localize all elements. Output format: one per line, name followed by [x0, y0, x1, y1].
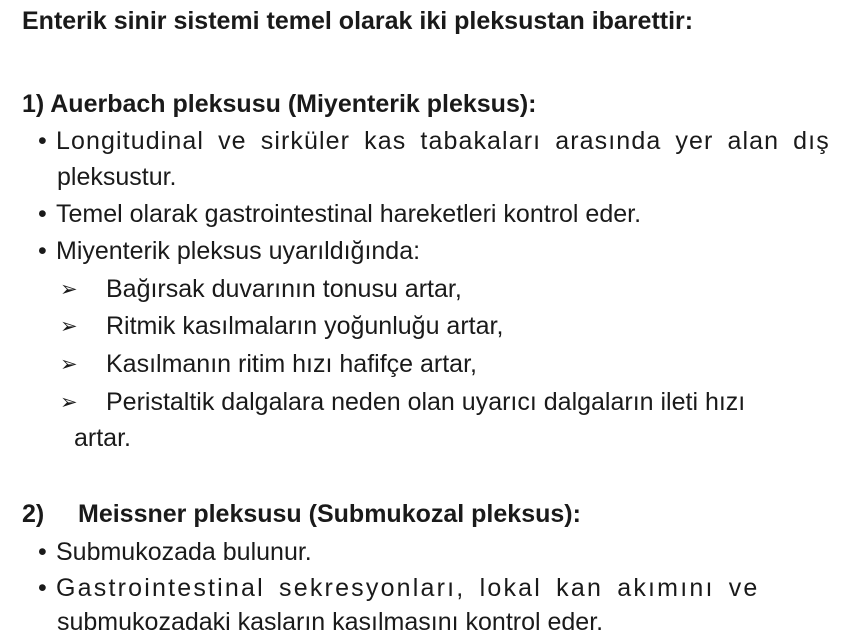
- sub-item-text: Peristaltik dalgalara neden olan uyarıcı dalgaların ileti hızı: [106, 388, 746, 416]
- list-item: [38, 199, 641, 229]
- bullet-icon: •: [38, 574, 49, 602]
- sub-item-text: Kasılmanın ritim hızı hafifçe artar,: [106, 350, 477, 378]
- intro-heading: Enterik sinir sistemi temel olarak iki pleksustan ibarettir:: [22, 7, 694, 35]
- bullet-text-continued: pleksustur.: [57, 163, 177, 191]
- list-item: [38, 573, 760, 603]
- sub-list-item: [60, 349, 477, 380]
- bullet-text: Miyenterik pleksus uyarıldığında:: [56, 237, 421, 265]
- bullet-text: Gastrointestinal sekresyonları, lokal kan akımını ve: [56, 574, 760, 602]
- bullet-icon: •: [38, 200, 47, 228]
- arrow-bullet-icon: ➢: [60, 315, 78, 338]
- sub-item-text: Bağırsak duvarının tonusu artar,: [106, 275, 462, 303]
- bullet-text: Submukozada bulunur.: [56, 538, 312, 566]
- bullet-text: Temel olarak gastrointestinal hareketleri kontrol eder.: [56, 200, 642, 228]
- arrow-bullet-icon: ➢: [60, 391, 78, 414]
- section2-title: Meissner pleksusu (Submukozal pleksus):: [78, 500, 581, 528]
- sub-item-text: Ritmik kasılmaların yoğunluğu artar,: [106, 312, 504, 340]
- bullet-icon: •: [38, 127, 48, 155]
- section2-number: 2): [22, 500, 45, 528]
- section2-heading: [22, 499, 581, 529]
- list-item: [38, 126, 830, 156]
- bullet-text: Longitudinal ve sirküler kas tabakaları arasında yer alan dış: [56, 127, 830, 155]
- bullet-icon: •: [38, 538, 47, 566]
- bullet-icon: •: [38, 237, 47, 265]
- arrow-bullet-icon: ➢: [60, 278, 78, 301]
- list-item: [38, 537, 312, 567]
- sub-list-item: [60, 311, 503, 342]
- sub-list-item: [60, 387, 745, 418]
- list-item: [38, 236, 420, 266]
- section1-heading: 1) Auerbach pleksusu (Miyenterik pleksus):: [22, 90, 537, 118]
- sub-list-item: [60, 274, 462, 305]
- bullet-text-continued: submukozadaki kasların kasılmasını kontrol eder.: [57, 608, 604, 636]
- arrow-bullet-icon: ➢: [60, 353, 78, 376]
- sub-item-text-continued: artar.: [74, 424, 131, 452]
